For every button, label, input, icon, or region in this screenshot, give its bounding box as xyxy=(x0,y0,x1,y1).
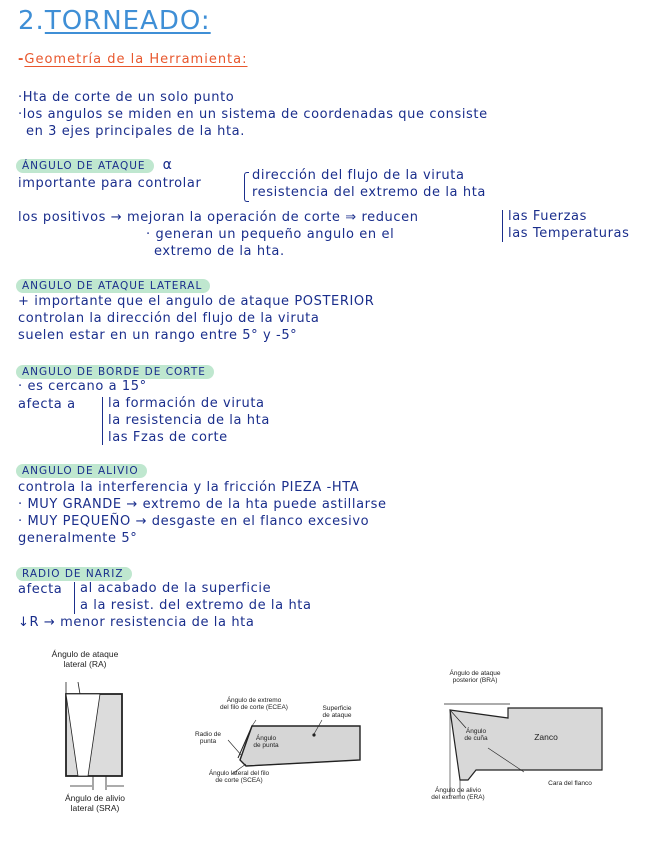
subtitle xyxy=(18,52,248,67)
page-title xyxy=(18,6,211,36)
label-cuna: Ángulo de cuña xyxy=(464,728,488,743)
s4-line-3: · MUY PEQUEÑO → desgaste en el flanco excesivo xyxy=(18,514,370,529)
s1-brace xyxy=(244,172,249,202)
s4-line-4: generalmente 5° xyxy=(18,531,138,546)
s1-result-1: las Fuerzas xyxy=(508,209,587,224)
s3-bullet-1: la formación de viruta xyxy=(108,396,265,411)
label-radio-punta: Radio de punta xyxy=(194,731,222,746)
section-angulo-ataque-heading xyxy=(16,154,172,173)
s1-bar xyxy=(502,210,503,242)
s5-bar xyxy=(74,582,75,614)
section-heading-label: RADIO DE NARIZ xyxy=(16,567,132,581)
label-flanco: Cara del flanco xyxy=(548,780,592,787)
s2-line-2: controlan la dirección del flujo de la viruta xyxy=(18,311,320,326)
s4-line-2: · MUY GRANDE → extremo de la hta puede astillarse xyxy=(18,497,387,512)
s1-genera-1: · generan un pequeño angulo en el xyxy=(146,227,395,242)
s2-line-3: suelen estar en un rango entre 5° y -5° xyxy=(18,328,298,343)
subtitle-text: Geometría de la Herramienta: xyxy=(24,52,248,67)
intro-line-2: ·los angulos se miden en un sistema de coordenadas que consiste xyxy=(18,107,488,122)
label-superficie: Superficie de ataque xyxy=(322,705,352,720)
section-heading-label: ANGULO DE BORDE DE CORTE xyxy=(16,365,214,379)
s1-bullet-1: dirección del flujo de la viruta xyxy=(252,168,465,183)
alpha-symbol: α xyxy=(162,157,173,173)
intro-line-1: ·Hta de corte de un solo punto xyxy=(18,90,235,105)
s5-bullet-2: a la resist. del extremo de la hta xyxy=(80,598,312,613)
intro-line-3: en 3 ejes principales de la hta. xyxy=(26,124,245,139)
subtitle-dash: - xyxy=(18,52,25,67)
label-ecea: Ángulo de extremo del filo de corte (ECEA) xyxy=(220,697,288,712)
s2-line-1: + importante que el angulo de ataque POSTERIOR xyxy=(18,294,375,309)
s5-bullet-1: al acabado de la superficie xyxy=(80,581,272,596)
label-bra: Ángulo de ataque posterior (BRA) xyxy=(449,670,501,685)
s3-bar xyxy=(102,397,103,445)
s3-lead: afecta a xyxy=(18,397,76,412)
s3-line-1: · es cercano a 15° xyxy=(18,379,147,394)
label-zanco: Zanco xyxy=(534,732,558,742)
section-alivio-heading xyxy=(16,459,147,478)
label-era: Ángulo de alivio del extremo (ERA) xyxy=(431,787,485,802)
label-angulo-punta: Ángulo de punta xyxy=(253,735,279,750)
label-scea: Ángulo lateral del filo de corte (SCEA) xyxy=(208,770,270,785)
title-text: TORNEADO: xyxy=(44,6,211,36)
section-ataque-lateral-heading xyxy=(16,274,210,293)
s1-lead: importante para controlar xyxy=(18,176,202,191)
s1-bullet-2: resistencia del extremo de la hta xyxy=(252,185,486,200)
section-heading-label: ANGULO DE ATAQUE LATERAL xyxy=(16,279,210,293)
s5-lead: afecta xyxy=(18,582,63,597)
section-heading-label: ÁNGULO DE ATAQUE xyxy=(16,159,154,173)
section-heading-label: ANGULO DE ALIVIO xyxy=(16,464,147,478)
s1-genera-2: extremo de la hta. xyxy=(154,244,285,259)
s3-bullet-3: las Fzas de corte xyxy=(108,430,228,445)
s4-line-1: controla la interferencia y la fricción PIEZA -HTA xyxy=(18,480,360,495)
side-view-diagram xyxy=(40,682,150,792)
title-number: 2. xyxy=(18,6,45,36)
s1-positivos: los positivos → mejoran la operación de corte ⇒ reducen xyxy=(18,210,419,225)
label-sra: Ángulo de alivio lateral (SRA) xyxy=(64,793,125,813)
label-ra: Ángulo de ataque lateral (RA) xyxy=(51,649,119,669)
section-radio-nariz-heading xyxy=(16,562,132,581)
s3-bullet-2: la resistencia de la hta xyxy=(108,413,270,428)
s5-line-3: ↓R → menor resistencia de la hta xyxy=(18,615,255,630)
section-borde-corte-heading xyxy=(16,360,214,379)
s1-result-2: las Temperaturas xyxy=(508,226,630,241)
